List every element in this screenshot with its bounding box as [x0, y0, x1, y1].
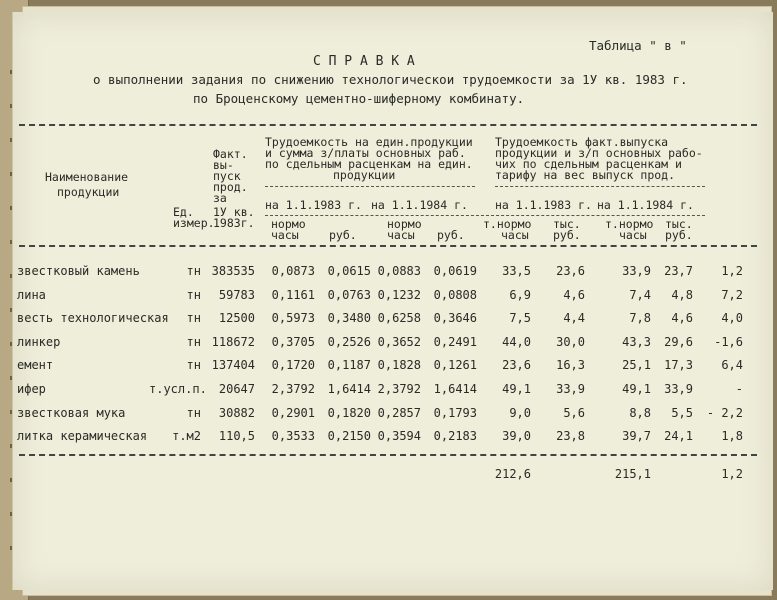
row-0-total-rub-1983: 23,6: [556, 264, 585, 278]
row-7-difference: 1,8: [721, 429, 743, 444]
row-0-total-norm-1983: 33,5: [502, 264, 531, 278]
row-3-total-norm-1983: 44,0: [502, 334, 531, 349]
header-group1-2: и сумма з/платы основных раб.: [265, 146, 466, 160]
row-1-rub-1983: 0,0763: [327, 287, 371, 302]
row-4-total-rub-1983: 16,3: [556, 358, 585, 373]
header-unit-1: Ед.: [173, 205, 194, 219]
header-group2-4: тарифу на вес выпуск прод.: [495, 168, 676, 182]
row-5-norm-hours-1984: 2,3792: [377, 382, 421, 396]
row-3-total-norm-1984: 43,3: [622, 334, 651, 349]
row-2-unit: тн: [186, 311, 201, 326]
row-7-unit: т.м2: [172, 429, 201, 444]
table-bottom-rule: [19, 454, 757, 456]
row-5-norm-hours-1983: 2,3792: [271, 382, 315, 396]
row-7-total-norm-1984: 39,7: [622, 429, 651, 444]
total-norm-1984: 215,1: [614, 467, 651, 481]
row-0-norm-hours-1984: 0,0883: [377, 264, 421, 278]
row-1-product-name: лина: [17, 287, 46, 302]
row-2-norm-hours-1983: 0,5973: [271, 311, 315, 326]
row-2-total-rub-1983: 4,4: [563, 311, 585, 326]
header-name-2: продукции: [57, 185, 120, 199]
sub-tnorm-2a: часы: [501, 228, 529, 242]
row-2-rub-1984: 0,3646: [433, 311, 477, 326]
header-fact-7: 1983г.: [213, 216, 255, 230]
header-group1-4: продукции: [333, 168, 396, 182]
row-0-rub-1983: 0,0615: [327, 264, 371, 278]
row-2-total-rub-1984: 4,6: [671, 311, 693, 326]
header-group1-1: Трудоемкость на един.продукции: [265, 135, 473, 149]
sub-norm-2b: часы: [387, 228, 415, 242]
row-4-difference: 6,4: [721, 358, 743, 373]
row-4-unit: тн: [186, 358, 201, 373]
row-3-product-name: линкер: [17, 334, 61, 349]
sub-tys-2a: руб.: [553, 228, 581, 242]
row-7-product-name: литка керамическая: [17, 429, 148, 444]
row-4-total-rub-1984: 17,3: [664, 358, 693, 373]
row-7-norm-hours-1984: 0,3594: [377, 429, 421, 444]
row-1-total-norm-1984: 7,4: [629, 287, 651, 302]
sub-rub-b: руб.: [437, 228, 465, 242]
row-2-fact-output: 12500: [218, 311, 255, 326]
row-1-total-rub-1984: 4,8: [671, 287, 693, 302]
row-3-fact-output: 118672: [211, 334, 255, 349]
row-5-total-norm-1983: 49,1: [502, 382, 531, 396]
row-5-product-name: ифер: [17, 382, 46, 396]
row-7-total-rub-1984: 24,1: [664, 429, 693, 444]
group1-rule: [265, 186, 475, 187]
header-fact-1: Факт.: [213, 147, 248, 161]
row-0-unit: тн: [186, 264, 201, 278]
sub-tys-1b: тыс.: [665, 217, 693, 231]
row-5-rub-1984: 1,6414: [433, 382, 477, 396]
row-4-norm-hours-1984: 0,1828: [377, 358, 421, 373]
row-4-rub-1984: 0,1261: [433, 358, 477, 373]
row-3-rub-1983: 0,2526: [327, 334, 371, 349]
row-7-rub-1983: 0,2150: [327, 429, 371, 444]
row-3-unit: тн: [186, 334, 201, 349]
row-6-total-rub-1984: 5,5: [671, 405, 693, 420]
row-5-total-norm-1984: 49,1: [622, 382, 651, 396]
header-group2-3: чих по сдельным расценкам и: [495, 157, 682, 171]
header-g1-date1: на 1.1.1983 г.: [265, 198, 362, 212]
row-6-total-norm-1984: 8,8: [629, 405, 651, 420]
row-6-unit: тн: [186, 405, 201, 420]
row-1-norm-hours-1983: 0,1161: [271, 287, 315, 302]
row-2-difference: 4,0: [721, 311, 743, 326]
header-fact-6: 1У кв.: [213, 205, 255, 219]
row-4-product-name: емент: [17, 358, 54, 373]
header-group1-3: по сдельным расценкам на един.: [265, 157, 473, 171]
row-5-difference: -: [735, 382, 743, 396]
row-2-total-norm-1983: 7,5: [509, 311, 531, 326]
row-0-norm-hours-1983: 0,0873: [271, 264, 315, 278]
row-4-total-norm-1983: 23,6: [502, 358, 531, 373]
row-1-fact-output: 59783: [218, 287, 255, 302]
sub-tys-2b: руб.: [665, 228, 693, 242]
row-1-total-rub-1983: 4,6: [563, 287, 585, 302]
row-3-total-rub-1984: 29,6: [664, 334, 693, 349]
row-7-total-norm-1983: 39,0: [502, 429, 531, 444]
header-fact-4: прод.: [213, 180, 248, 194]
row-6-rub-1983: 0,1820: [327, 405, 371, 420]
row-0-product-name: звестковый камень: [17, 264, 140, 278]
header-fact-2: вы-: [213, 158, 234, 172]
row-4-norm-hours-1983: 0,1720: [271, 358, 315, 373]
row-2-total-norm-1984: 7,8: [629, 311, 651, 326]
row-6-fact-output: 30882: [218, 405, 255, 420]
row-6-norm-hours-1983: 0,2901: [271, 405, 315, 420]
row-3-norm-hours-1983: 0,3705: [271, 334, 315, 349]
header-g2-date1: на 1.1.1983 г.: [495, 198, 592, 212]
row-6-product-name: звестковая мука: [17, 405, 126, 420]
row-7-norm-hours-1983: 0,3533: [271, 429, 315, 444]
sub-tnorm-1b: т.нормо: [605, 217, 654, 231]
header-unit-2: измер.: [173, 216, 215, 230]
row-7-rub-1984: 0,2183: [433, 429, 477, 444]
document-subtitle-2: по Броценскому цементно-шиферному комбинату.: [193, 91, 525, 106]
header-group2-2: продукции и з/п основных рабо-: [495, 146, 703, 160]
header-group2-1: Трудоемкость факт.выпуска: [495, 135, 669, 149]
row-4-fact-output: 137404: [211, 358, 255, 373]
row-6-total-rub-1983: 5,6: [563, 405, 585, 420]
row-5-fact-output: 20647: [218, 382, 255, 396]
row-4-rub-1983: 0,1187: [327, 358, 371, 373]
sub-norm-1a: нормо: [271, 217, 306, 231]
header-fact-5: за: [213, 191, 227, 205]
row-3-total-rub-1983: 30,0: [556, 334, 585, 349]
header-g1-date2: на 1.1.1984 г.: [371, 198, 468, 212]
total-norm-1983: 212,6: [494, 467, 531, 481]
sub-rub-a: руб.: [329, 228, 357, 242]
row-5-total-rub-1984: 33,9: [664, 382, 693, 396]
row-0-difference: 1,2: [721, 264, 743, 278]
sub-norm-2a: часы: [271, 228, 299, 242]
row-1-total-norm-1983: 6,9: [509, 287, 531, 302]
row-2-product-name: весть технологическая: [17, 311, 169, 326]
table-tag: Таблица " в ": [589, 38, 687, 53]
row-7-fact-output: 110,5: [218, 429, 255, 444]
row-0-rub-1984: 0,0619: [433, 264, 477, 278]
row-6-difference: - 2,2: [706, 405, 743, 420]
row-2-rub-1983: 0,3480: [327, 311, 371, 326]
row-6-rub-1984: 0,1793: [433, 405, 477, 420]
row-1-unit: тн: [186, 287, 201, 302]
row-4-total-norm-1984: 25,1: [622, 358, 651, 373]
row-0-total-rub-1984: 23,7: [664, 264, 693, 278]
document-title: С П Р А В К А: [313, 54, 415, 69]
sub-tnorm-1a: т.нормо: [483, 217, 532, 231]
header-fact-3: пуск: [213, 169, 241, 183]
sub-norm-1b: нормо: [387, 217, 422, 231]
total-diff: 1,2: [721, 467, 743, 481]
header-g2-date2: на 1.1.1984 г.: [597, 198, 694, 212]
sub-tys-1a: тыс.: [553, 217, 581, 231]
row-1-difference: 7,2: [721, 287, 743, 302]
row-3-difference: -1,6: [714, 334, 743, 349]
row-6-total-norm-1983: 9,0: [509, 405, 531, 420]
row-1-rub-1984: 0,0808: [433, 287, 477, 302]
document-subtitle-1: о выполнении задания по снижению технологическои трудоемкости за 1У кв. 1983 г.: [93, 72, 688, 87]
dates-rule: [265, 215, 705, 216]
row-6-norm-hours-1984: 0,2857: [377, 405, 421, 420]
row-3-norm-hours-1984: 0,3652: [377, 334, 421, 349]
document-sheet: [12, 12, 773, 590]
row-0-total-norm-1984: 33,9: [622, 264, 651, 278]
row-7-total-rub-1983: 23,8: [556, 429, 585, 444]
header-name-1: Наименование: [45, 170, 129, 184]
header-top-rule: [19, 124, 757, 126]
header-bottom-rule: [19, 245, 757, 247]
row-2-norm-hours-1984: 0,6258: [377, 311, 421, 326]
row-5-total-rub-1983: 33,9: [556, 382, 585, 396]
group2-rule: [495, 186, 705, 187]
row-5-unit: т.усл.п.: [149, 382, 207, 396]
row-0-fact-output: 383535: [211, 264, 255, 278]
row-3-rub-1984: 0,2491: [433, 334, 477, 349]
row-5-rub-1983: 1,6414: [327, 382, 371, 396]
sub-tnorm-2b: часы: [619, 228, 647, 242]
row-1-norm-hours-1984: 0,1232: [377, 287, 421, 302]
